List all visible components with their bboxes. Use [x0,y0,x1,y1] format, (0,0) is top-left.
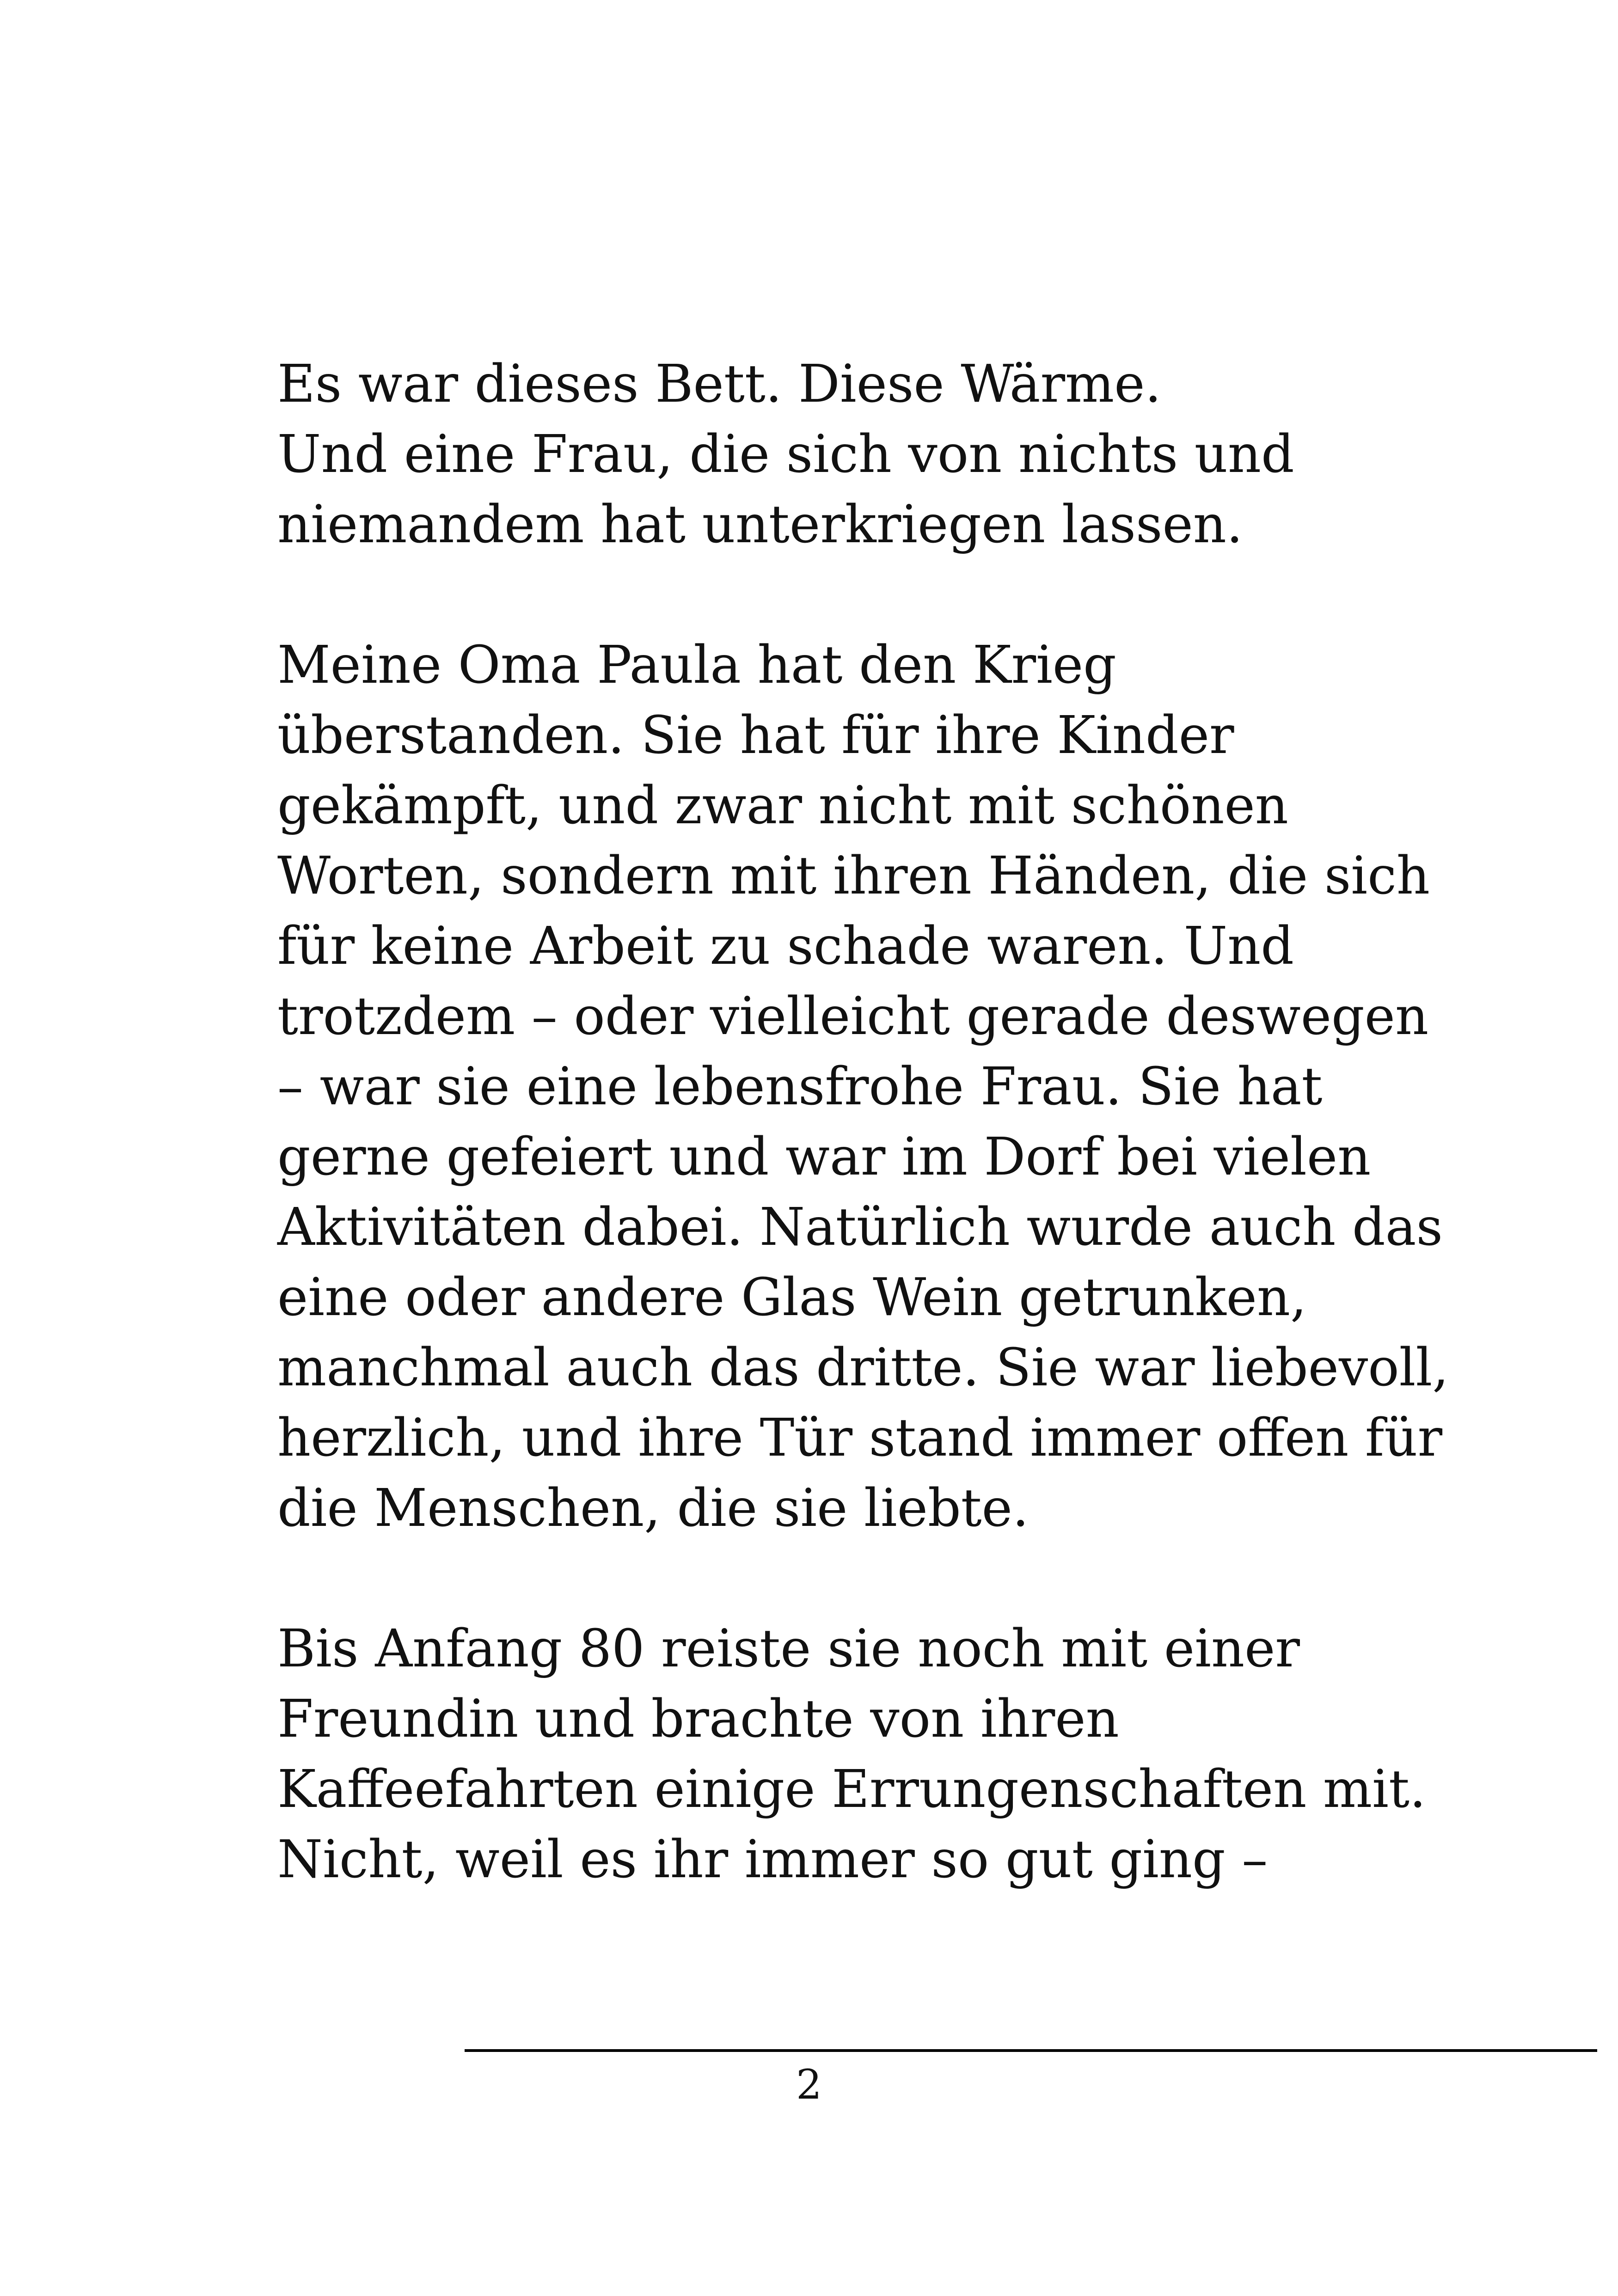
text-line: überstanden. Sie hat für ihre Kinder [277,705,1234,765]
paragraph-1 [277,349,1479,560]
text-line: herzlich, und ihre Tür stand immer offen für [277,1408,1443,1468]
text-line: Kaffeefahrten einige Errungenschaften mit. [277,1759,1426,1819]
page-number: 2 [796,2061,822,2108]
text-line: gerne gefeiert und war im Dorf bei vielen [277,1127,1371,1187]
text-line: Aktivitäten dabei. Natürlich wurde auch das [277,1197,1443,1257]
text-line: gekämpft, und zwar nicht mit schönen [277,776,1288,836]
text-line: Freundin und brachte von ihren [277,1689,1119,1749]
text-line: Es war dieses Bett. Diese Wärme. [277,354,1162,414]
paragraph-2 [277,630,1479,1543]
text-line: für keine Arbeit zu schade waren. Und [277,916,1294,976]
text-line: Worten, sondern mit ihren Händen, die sich [277,846,1430,906]
text-line: die Menschen, die sie liebte. [277,1478,1029,1538]
text-line: Bis Anfang 80 reiste sie noch mit einer [277,1619,1300,1679]
text-line: niemandem hat unterkriegen lassen. [277,495,1243,555]
text-line: Nicht, weil es ihr immer so gut ging – [277,1830,1268,1890]
text-line: Und eine Frau, die sich von nichts und [277,424,1294,484]
text-line: – war sie eine lebensfrohe Frau. Sie hat [277,1057,1323,1117]
text-line: eine oder andere Glas Wein getrunken, [277,1267,1307,1328]
text-line: trotzdem – oder vielleicht gerade deswegen [277,986,1429,1047]
body-text [277,349,1479,1895]
footer-divider [465,2049,1597,2052]
paragraph-3 [277,1614,1479,1895]
text-line: manchmal auch das dritte. Sie war liebevoll, [277,1338,1449,1398]
text-line: Meine Oma Paula hat den Krieg [277,635,1116,695]
